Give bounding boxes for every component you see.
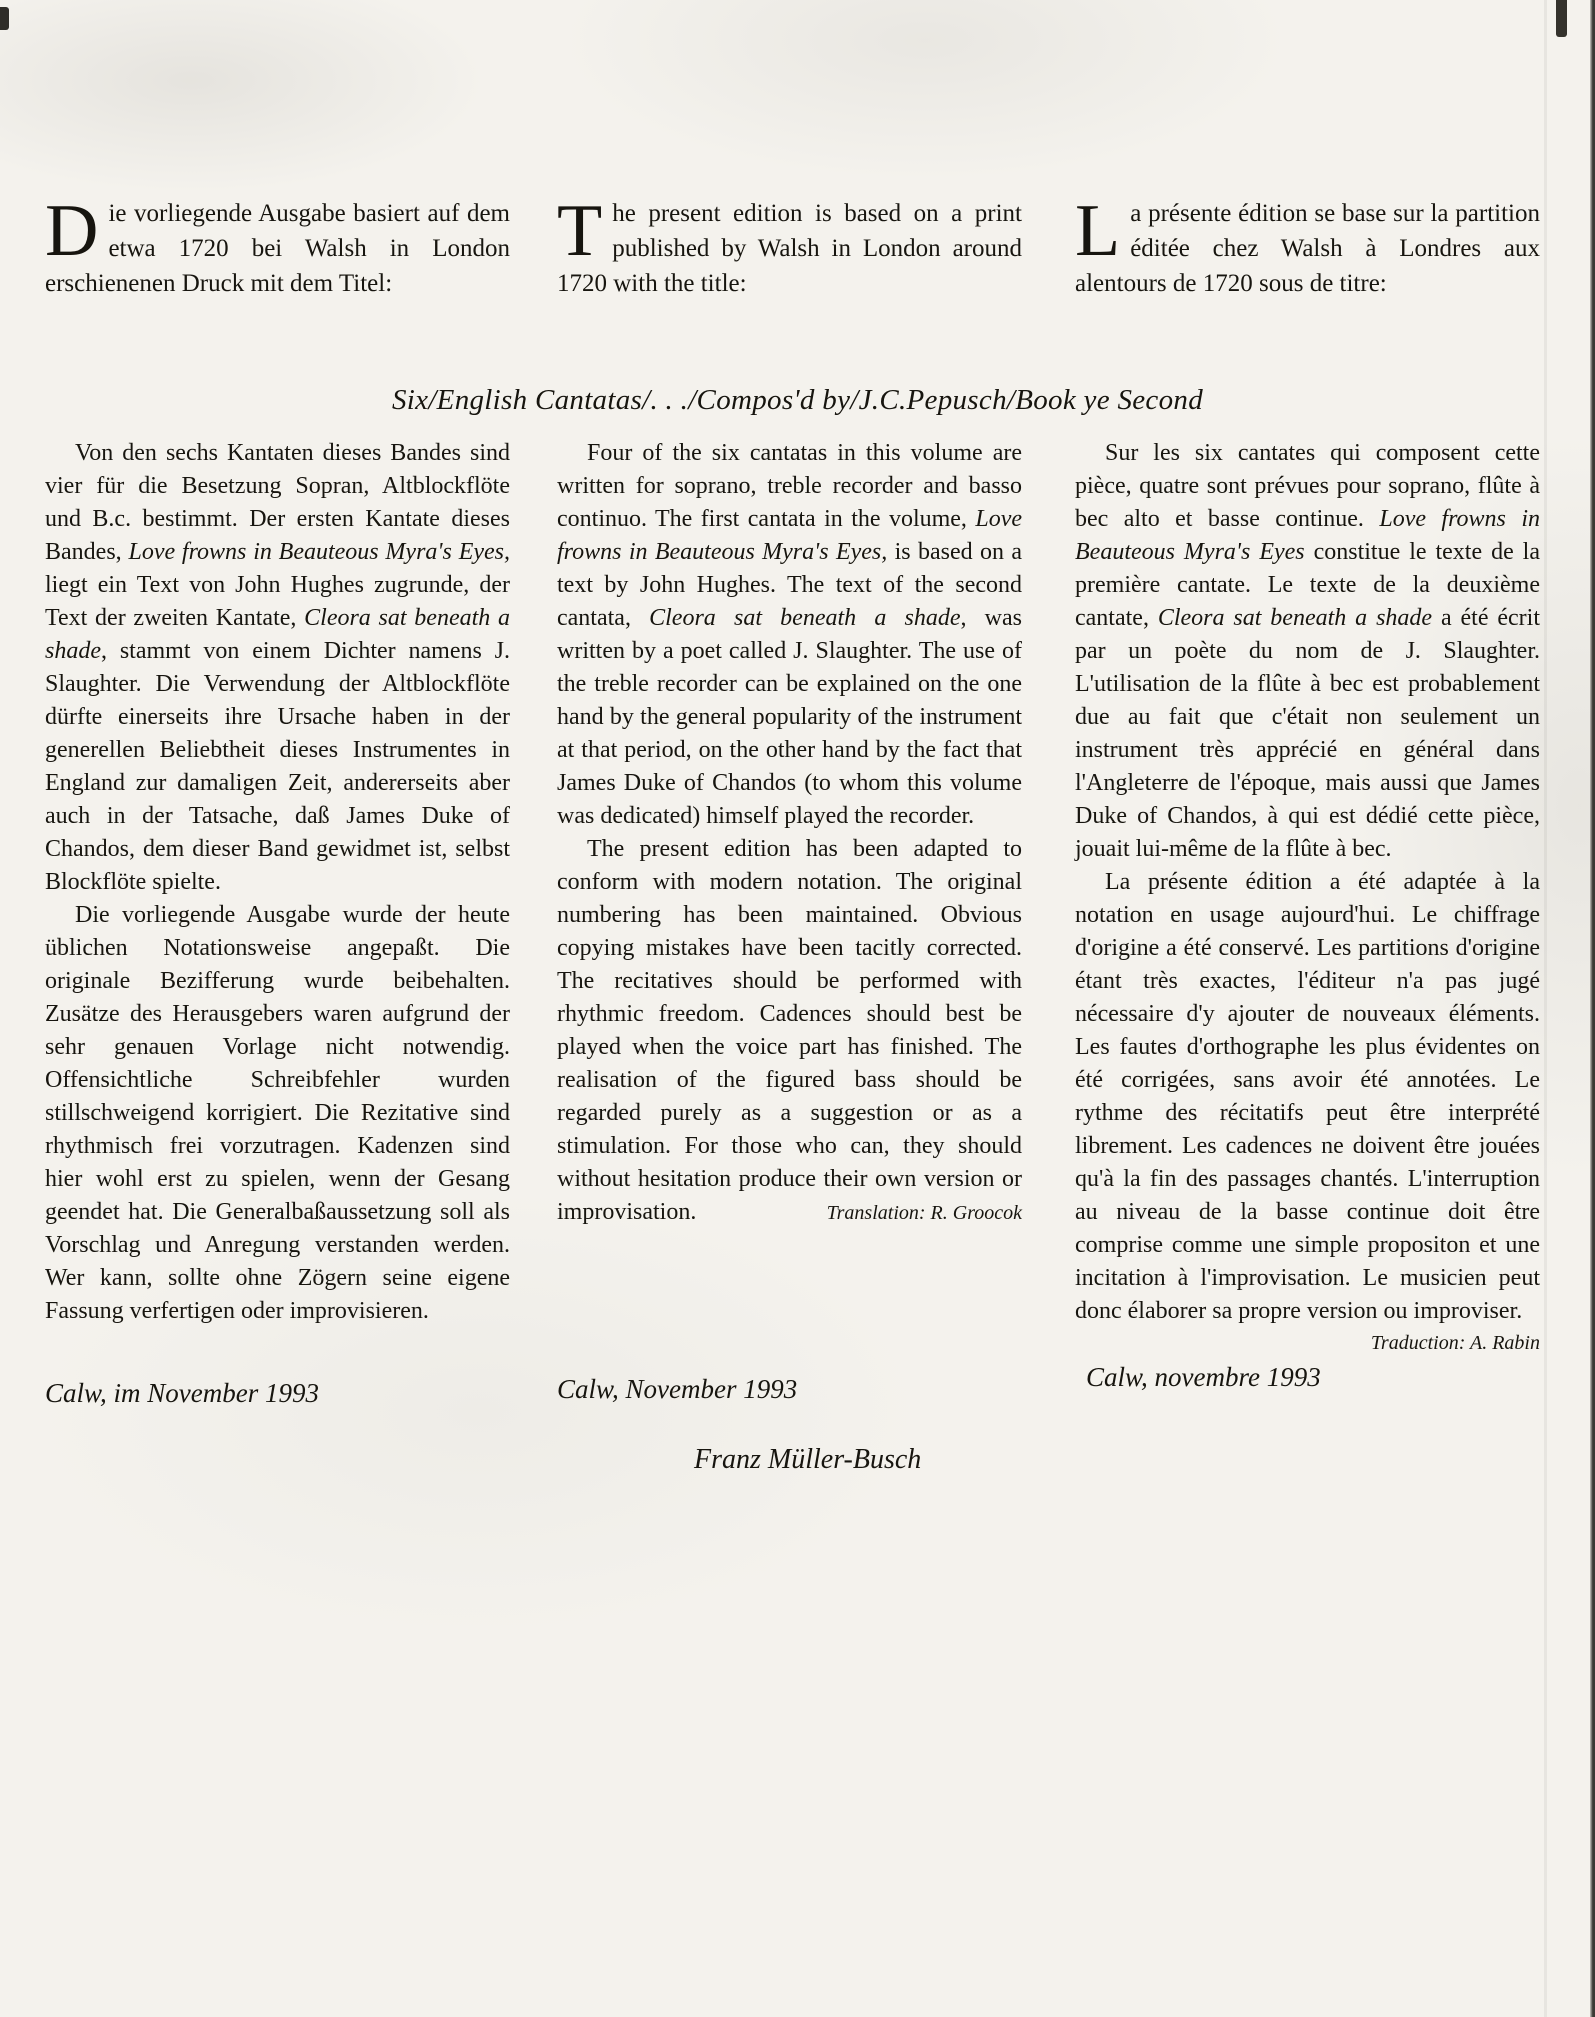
paragraph: Die vorliegende Ausgabe wurde der heute üblichen Notationsweise angepaßt. Die originale Bezifferung wurde beibehalten. Zusätze des Herausgebers waren aufgrund der sehr genauen Vorlage nicht notwendig. Offensichtliche Schreibfehler wurden stillschweigend korrigiert. Die Rezitative sind rhythmisch frei vorzutragen. Kadenzen sind hier wohl erst zu spielen, wenn der Gesang geendet hat. Die Generalbaßaussetzung soll als Vorschlag und Anregung verstanden werden. Wer kann, sollte ohne Zögern seine eigene Fassung verfertigen oder improvisieren. xyxy=(45,902,510,1324)
translation-credit: Translation: R. Groocok xyxy=(826,1202,1022,1224)
french-date: Calw, novembre 1993 xyxy=(1086,1362,1321,1392)
paragraph: Sur les six cantates qui composent cette pièce, quatre sont prévues pour soprano, flûte à bec alto et basse continue. Love frowns in Beauteous Myra's Eyes constitue le texte de la première cantate. Le texte de la deuxième cantate, Cleora sat beneath a shade a été écrit par un poète du nom de J. Slaughter. L'utilisation de la flûte à bec est probablement due au fait que c'était non seulement un instrument très apprécié en général dans l'Angleterre de l'époque, mais aussi que James Duke of Chandos, à qui est dédié cette pièce, jouait lui-même de la flûte à bec. xyxy=(1075,440,1540,862)
body-row xyxy=(45,437,1540,1358)
german-intro-paragraph: Die vorliegende Ausgabe basiert auf dem etwa 1720 bei Walsh in London erschienenen Druck mit dem Titel: xyxy=(45,190,510,297)
drop-cap: T xyxy=(557,190,603,272)
intro-row xyxy=(45,190,1540,301)
french-column-body xyxy=(1075,437,1540,1358)
page-edge-shadow xyxy=(1590,0,1595,2017)
german-date: Calw, im November 1993 xyxy=(45,1378,319,1408)
paragraph: La présente édition a été adaptée à la notation en usage aujourd'hui. Le chiffrage d'origine a été conservé. Les partitions d'origine étant très exactes, l'éditeur n'a pas jugé nécessaire d'y ajouter de nouveaux éléments. Les fautes d'orthographe les plus évidentes on été corrigées, sans avoir été annotées. Le rythme des récitatifs peut être interprété librement. Les cadences ne doivent être jouées qu'à la fin des passages chantés. L'interruption au niveau de la basse continue doit être comprise comme une simple propositon et une incitation à l'improvisation. Le musicien peut donc élaborer sa propre version ou improviser. xyxy=(1075,869,1540,1324)
page-crease xyxy=(1544,0,1547,2017)
paragraph: Von den sechs Kantaten dieses Bandes sind vier für die Besetzung Sopran, Altblockflöte und B.c. bestimmt. Der ersten Kantate dieses Bandes, Love frowns in Beauteous Myra's Eyes, liegt ein Text von John Hughes zugrunde, der Text der zweiten Kantate, Cleora sat beneath a shade, stammt von einem Dichter namens J. Slaughter. Die Verwendung der Altblockflöte dürfte einerseits ihre Ursache haben in der generellen Beliebtheit dieses Instrumentes in England zur damaligen Zeit, andererseits aber auch in der Tatsache, daß James Duke of Chandos, dem dieser Band gewidmet ist, selbst Blockflöte spielte. xyxy=(45,440,510,895)
french-intro-paragraph: La présente édition se base sur la partition éditée chez Walsh à Londres aux alentours de 1720 sous de titre: xyxy=(1075,190,1540,297)
drop-cap: D xyxy=(45,190,99,272)
scan-artifact-top-right xyxy=(1556,0,1567,37)
drop-cap: L xyxy=(1075,190,1121,272)
english-date: Calw, November 1993 xyxy=(557,1374,798,1404)
german-column-body xyxy=(45,437,510,1358)
scan-artifact-top-left xyxy=(0,7,9,30)
editor-signature: Franz Müller-Busch xyxy=(694,1444,922,1475)
paragraph: The present edition has been adapted to conform with modern notation. The original numbering has been maintained. Obvious copying mistakes have been tacitly corrected. The recitatives should be performed with rhythmic freedom. Cadences should best be played when the voice part has finished. The realisation of the figured bass should be regarded purely as a suggestion or as a stimulation. For those who can, they should without hesitation produce their own version or improvisation. xyxy=(557,836,1022,1225)
english-intro-paragraph: The present edition is based on a print published by Walsh in London around 1720 with the title: xyxy=(557,190,1022,297)
translation-credit: Traduction: A. Rabin xyxy=(1370,1332,1540,1354)
paragraph: Four of the six cantatas in this volume are written for soprano, treble recorder and basso continuo. The first cantata in the volume, Love frowns in Beauteous Myra's Eyes, is based on a text by John Hughes. The text of the second cantata, Cleora sat beneath a shade, was written by a poet called J. Slaughter. The use of the treble recorder can be explained on the one hand by the general popularity of the instrument at that period, on the other hand by the fact that James Duke of Chandos (to whom this volume was dedicated) himself played the recorder. xyxy=(557,440,1022,829)
english-column-body xyxy=(557,437,1022,1358)
edition-title: Six/English Cantatas/. . ./Compos'd by/J.C.Pepusch/Book ye Second xyxy=(392,384,1203,416)
